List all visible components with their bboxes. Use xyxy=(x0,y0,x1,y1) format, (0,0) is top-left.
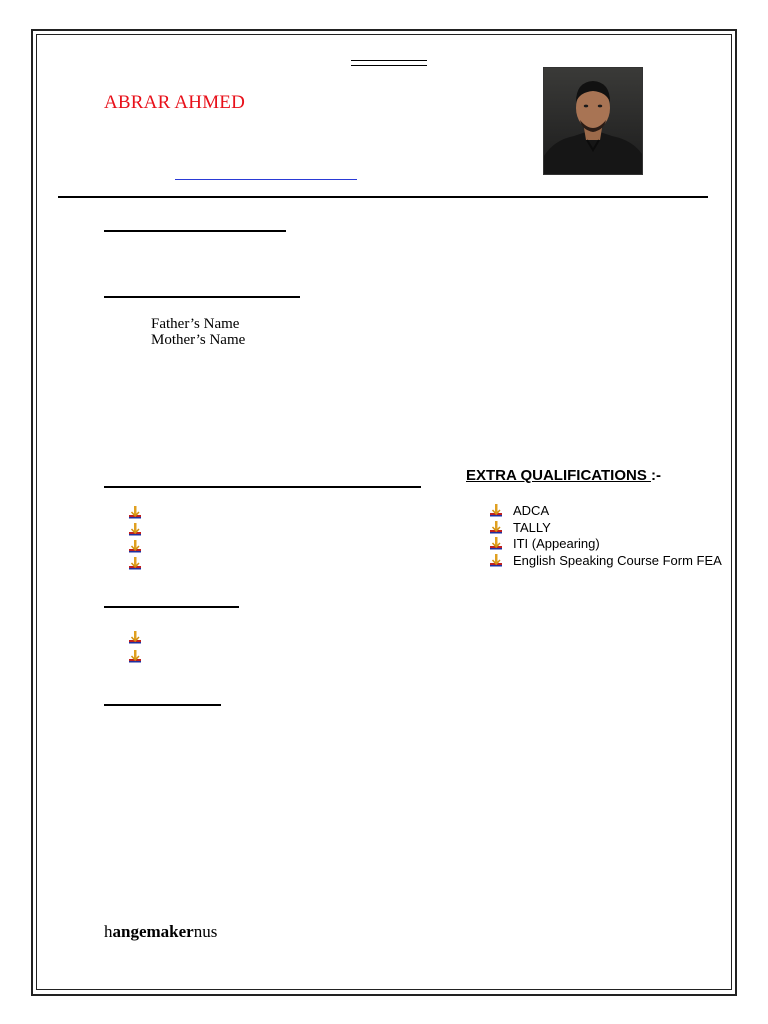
arrow-bullet-icon xyxy=(128,650,142,669)
section-heading-underline-2 xyxy=(104,296,300,298)
extra-qualifications-heading xyxy=(466,467,661,484)
extra-qualification-label: ITI (Appearing) xyxy=(513,536,600,551)
footer-bold: angemaker xyxy=(112,922,194,941)
footer-suffix: nus xyxy=(193,922,218,941)
section-heading-underline-3 xyxy=(104,486,421,488)
fathers-name-label: Father’s Name xyxy=(151,316,240,332)
extra-qualifications-list xyxy=(489,503,722,569)
header-separator-rule xyxy=(58,196,708,198)
extra-qualification-label: TALLY xyxy=(513,519,551,535)
profile-photo xyxy=(543,67,643,175)
arrow-bullet-icon xyxy=(489,554,503,572)
list-item xyxy=(489,536,722,553)
mothers-name-label: Mother’s Name xyxy=(151,332,246,348)
list-item xyxy=(489,520,722,537)
extra-qualification-label: ADCA xyxy=(513,503,550,518)
arrow-bullet-icon xyxy=(128,557,142,576)
title-double-underline xyxy=(351,60,427,66)
section-heading-underline-1 xyxy=(104,230,286,232)
extra-qualifications-suffix: :- xyxy=(651,467,661,484)
footer-prefix: h xyxy=(104,922,113,941)
section-heading-underline-4 xyxy=(104,606,239,608)
extra-qualifications-title: EXTRA QUALIFICATIONS xyxy=(466,467,651,484)
extra-qualification-label: English Speaking Course Form FEA xyxy=(513,552,722,568)
email-link-underline[interactable] xyxy=(175,179,357,180)
candidate-name: ABRAR AHMED xyxy=(104,92,246,113)
section-heading-underline-5 xyxy=(104,704,221,706)
footer-text xyxy=(104,922,217,942)
list-item xyxy=(489,503,722,520)
list-item xyxy=(489,553,722,570)
arrow-bullet-icon xyxy=(128,631,142,650)
